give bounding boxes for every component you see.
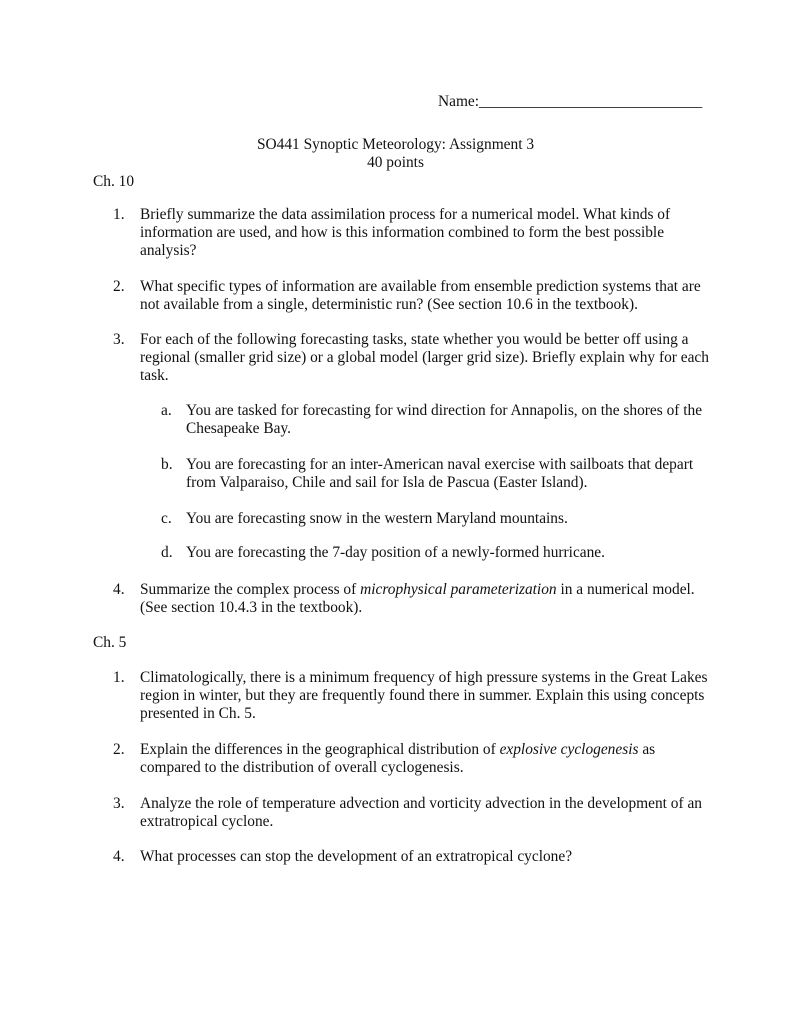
question-number: 1.: [113, 206, 125, 223]
question-5-2: [113, 741, 713, 777]
question-10-1: [113, 206, 713, 260]
question-text: What processes can stop the development of an extratropical cyclone?: [140, 848, 573, 865]
name-field-label: Name:_____________________________: [438, 93, 703, 110]
question-text-part: Summarize the complex process of: [140, 581, 361, 598]
question-text: Analyze the role of temperature advection and vorticity advection in the development of an extratropical cyclone.: [140, 795, 702, 830]
subquestion-letter: c.: [161, 510, 172, 527]
question-number: 4.: [113, 581, 125, 598]
subquestion-text: You are forecasting the 7-day position of a newly-formed hurricane.: [186, 544, 605, 561]
question-5-3: [113, 795, 713, 831]
question-text-part: as compared to the distribution of overall cyclogenesis.: [140, 741, 656, 776]
subquestion-text: You are tasked for forecasting for wind direction for Annapolis, on the shores of the Chesapeake Bay.: [186, 402, 703, 437]
question-10-2: [113, 278, 713, 314]
subquestion-b: [161, 456, 721, 492]
question-number: 1.: [113, 669, 125, 686]
question-number: 2.: [113, 278, 125, 295]
subquestion-letter: d.: [161, 544, 173, 561]
question-text: For each of the following forecasting tasks, state whether you would be better off using a regional (smaller grid size) or a global model (larger grid size). Briefly explain why for each task.: [140, 331, 709, 384]
question-text: Climatologically, there is a minimum frequency of high pressure systems in the Great Lakes region in winter, but they are frequently found there in summer. Explain this using concepts presented in Ch. 5.: [140, 669, 708, 722]
italic-term: microphysical parameterization: [360, 581, 557, 598]
question-10-4: [113, 581, 713, 617]
question-text: Briefly summarize the data assimilation process for a numerical model. What kinds of information are used, and how is this information combined to form the best possible analysis?: [140, 206, 671, 259]
subquestion-d: [161, 544, 721, 562]
question-number: 4.: [113, 848, 125, 865]
subquestion-text: You are forecasting snow in the western Maryland mountains.: [186, 510, 568, 527]
question-number: 2.: [113, 741, 125, 758]
question-text-part: Explain the differences in the geographical distribution of: [140, 741, 500, 758]
question-number: 3.: [113, 795, 125, 812]
question-text: [140, 581, 713, 617]
question-number: 3.: [113, 331, 125, 348]
subquestion-letter: a.: [161, 402, 172, 419]
subquestion-a: [161, 402, 721, 438]
question-5-1: [113, 669, 713, 723]
question-5-4: [113, 848, 713, 866]
question-10-3: [113, 331, 713, 385]
subquestion-text: You are forecasting for an inter-American naval exercise with sailboats that depart from Valparaiso, Chile and sail for Isla de Pascua (Easter Island).: [186, 456, 694, 491]
chapter-heading-5: Ch. 5: [93, 634, 127, 651]
subquestion-c: [161, 510, 721, 528]
question-text-part: in a numerical model. (See section 10.4.3 in the textbook).: [140, 581, 695, 616]
question-text: What specific types of information are available from ensemble prediction systems that are not available from a single, deterministic run? (See section 10.6 in the textbook).: [140, 278, 701, 313]
points-total: 40 points: [367, 154, 424, 171]
subquestion-letter: b.: [161, 456, 173, 473]
chapter-heading-10: Ch. 10: [93, 173, 135, 190]
assignment-title: SO441 Synoptic Meteorology: Assignment 3: [256, 136, 535, 153]
question-text: [140, 741, 713, 777]
italic-term: explosive cyclogenesis: [499, 741, 639, 758]
